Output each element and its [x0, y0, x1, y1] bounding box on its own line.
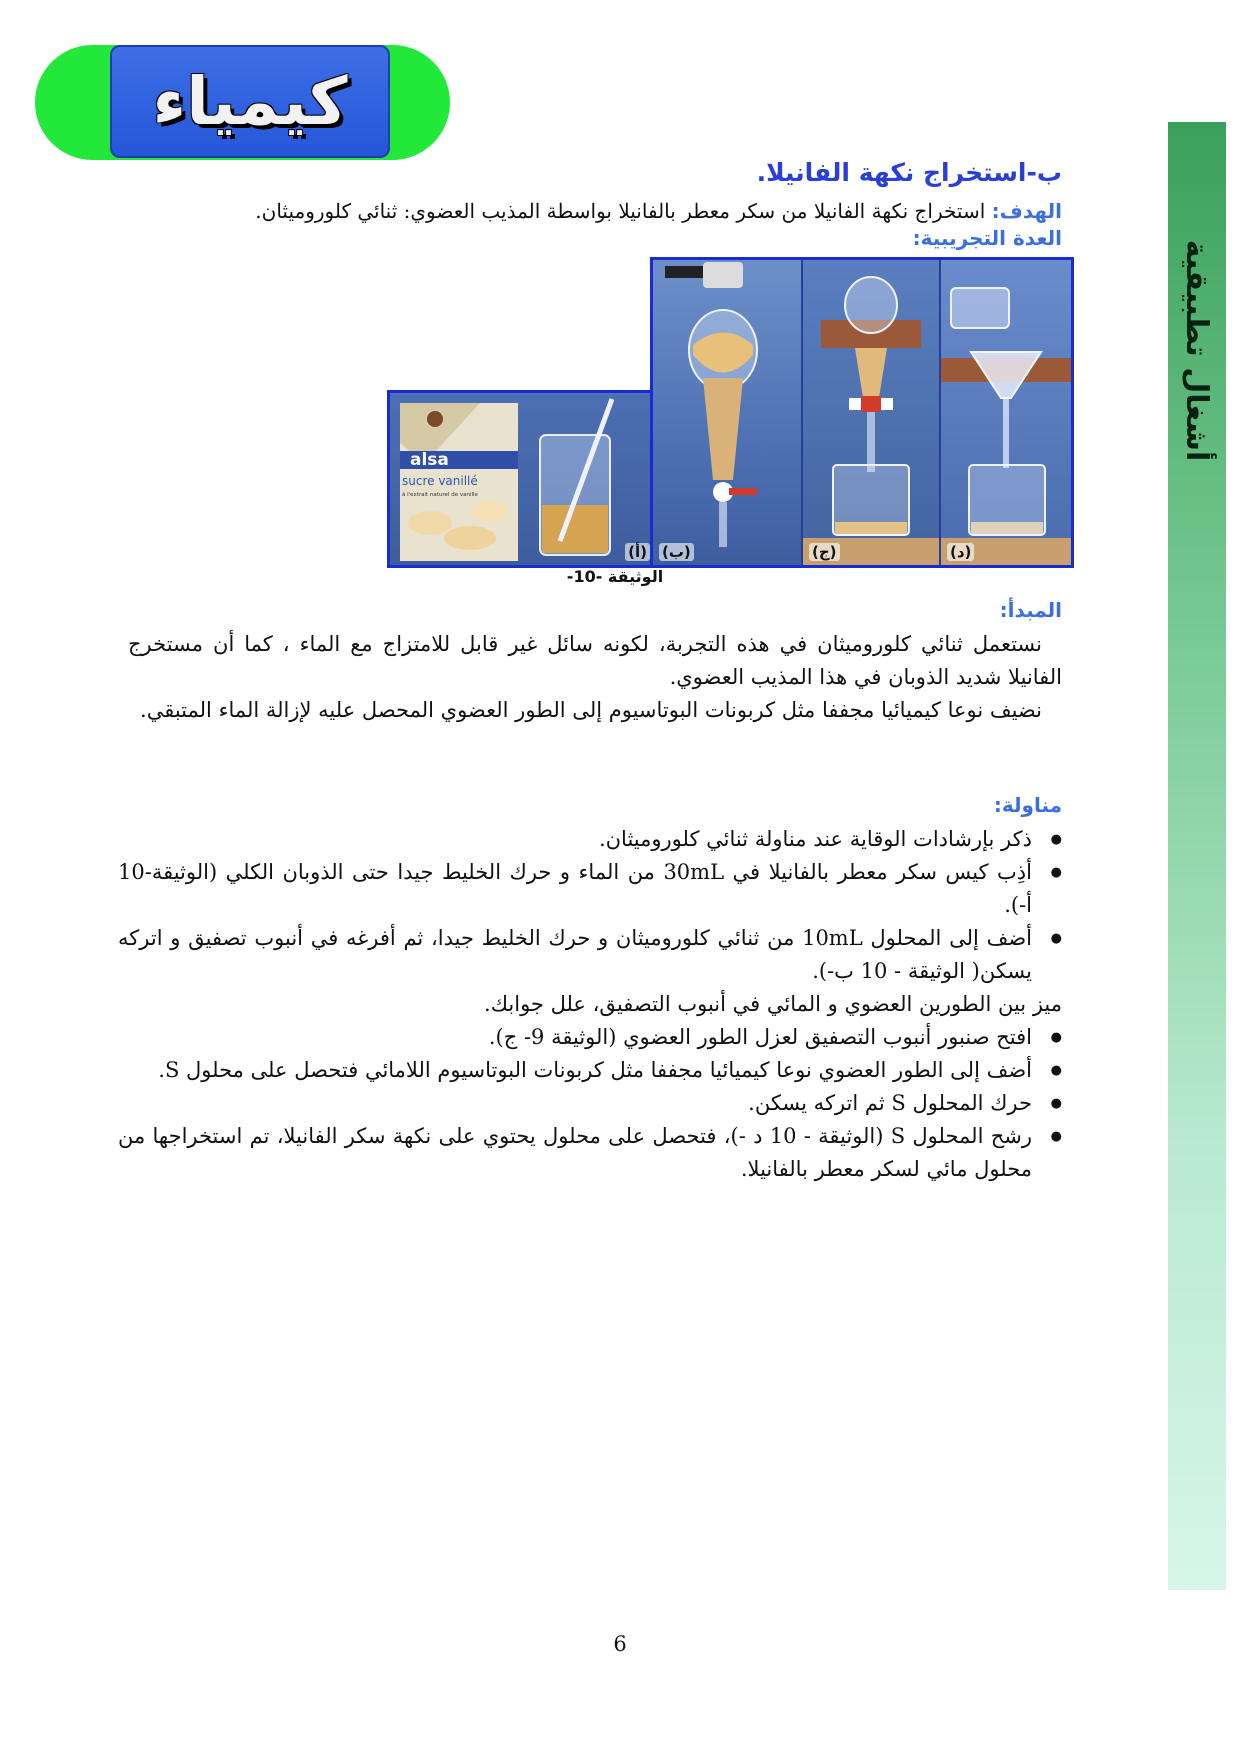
principle-paragraph-2: نضيف نوعا كيميائيا مجففا مثل كربونات البوتاسيوم إلى الطور العضوي المحصل عليه لإزالة الماء المتبقي. — [140, 698, 1042, 722]
panel-label-b: (ب) — [659, 543, 694, 561]
panel-d — [939, 260, 1073, 565]
packet-brand: alsa — [410, 450, 449, 470]
principle-paragraph-1: نستعمل ثنائي كلوروميثان في هذه التجربة، لكونه سائل غير قابل للامتزاج مع الماء ، كما أن مستخرج الفانيلا شديد الذوبان في هذا المذيب العضوي. — [128, 632, 1062, 689]
manipulation-heading: مناولة: — [993, 793, 1062, 817]
packet-logo-icon — [427, 411, 443, 427]
pouring-beaker — [951, 288, 1009, 328]
separatory-funnel-drawing — [653, 260, 801, 565]
goal-line — [255, 198, 1062, 224]
goal-text: استخراج نكهة الفانيلا من سكر معطر بالفانيلا بواسطة المذيب العضوي: ثنائي كلوروميثان. — [255, 199, 986, 223]
list-item: ● أذِب كيس سكر معطر بالفانيلا في 30mL من الماء و حرك الخليط جيدا حتى الذوبان الكلي (الوثيقة-10 أ-). — [118, 856, 1062, 922]
panel-c — [801, 260, 941, 565]
filtration-drawing — [941, 260, 1073, 565]
section-title: ب-استخراج نكهة الفانيلا. — [756, 158, 1062, 187]
list-item: ● أضف إلى الطور العضوي نوعا كيميائيا مجففا مثل كربونات البوتاسيوم اللامائي فتحصل على محلول S. — [118, 1054, 1062, 1087]
panel-label-c: (ج) — [809, 543, 840, 561]
principle-heading: المبدأ: — [999, 598, 1062, 622]
panel-label-d: (د) — [947, 543, 974, 561]
figure-caption: الوثيقة -10- — [566, 567, 664, 586]
figure-photo-a-drawing — [390, 393, 656, 565]
goal-label: الهدف: — [991, 199, 1062, 223]
panel-b — [653, 260, 801, 565]
list-item: ميز بين الطورين العضوي و المائي في أنبوب التصفيق، علل جوابك. — [484, 992, 1062, 1016]
figure-photo-bcd — [650, 257, 1074, 568]
list-item: ● أضف إلى المحلول 10mL من ثنائي كلوروميثان و حرك الخليط جيدا، ثم أفرغه في أنبوب تصفيق و اتركه يسكن( الوثيقة - 10 ب-). — [118, 922, 1062, 988]
list-item: ● ذكر بإرشادات الوقاية عند مناولة ثنائي كلوروميثان. — [118, 823, 1062, 856]
funnel-stem — [703, 378, 743, 480]
header-badge-title: كيمياء — [152, 63, 348, 140]
figure-photo-a — [387, 390, 659, 568]
panel-label-a: (أ) — [625, 543, 650, 561]
header-badge — [110, 45, 390, 158]
manipulation-list — [118, 823, 1062, 1186]
separation-drawing — [803, 260, 941, 565]
clamp-icon — [703, 262, 743, 288]
vanilla-solution — [542, 505, 608, 553]
side-bar-label: أشغال تطبيقية — [1179, 239, 1215, 461]
packet-product: sucre vanillé — [402, 474, 478, 488]
list-item: ● افتح صنبور أنبوب التصفيق لعزل الطور العضوي (الوثيقة 9- ج). — [118, 1021, 1062, 1054]
packet-subtitle: à l'extrait naturel de vanille — [402, 492, 478, 498]
list-item: ● رشح المحلول S (الوثيقة - 10 د -)، فتحصل على محلول يحتوي على نكهة سكر الفانيلا، تم استخراجها من محلول مائي لسكر معطر بالفانيلا. — [118, 1120, 1062, 1186]
list-item: ● حرك المحلول S ثم اتركه يسكن. — [118, 1087, 1062, 1120]
equipment-label: العدة التجريبية: — [912, 226, 1062, 250]
side-bar-label-wrap — [1168, 185, 1226, 515]
page-number: 6 — [613, 1632, 627, 1656]
